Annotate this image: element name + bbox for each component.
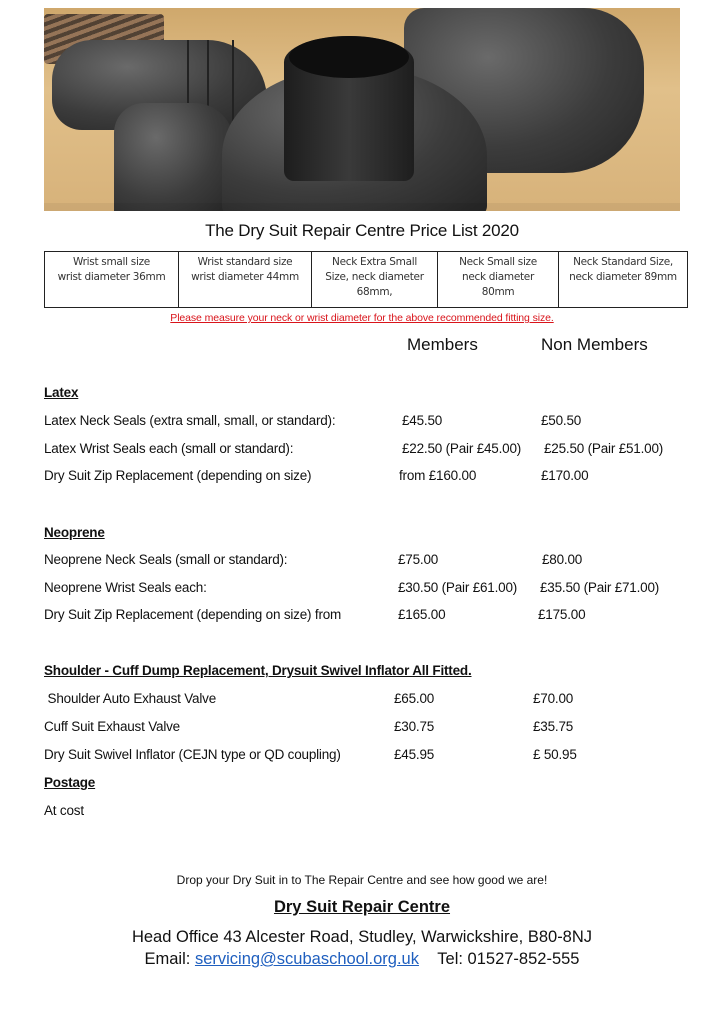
members-price: £30.75 (394, 719, 435, 734)
non-members-price: £70.00 (533, 691, 574, 706)
size-cell-wrist-small (45, 252, 179, 307)
non-members-column-heading: Non Members (541, 335, 648, 354)
footer-company-name: Dry Suit Repair Centre (273, 898, 451, 916)
price-row-label: Latex Wrist Seals each (small or standard): (44, 441, 294, 456)
members-price: £22.50 (Pair £45.00) (402, 441, 522, 456)
size-cell-text: neck diameter (461, 271, 534, 283)
price-row-label: Shoulder Auto Exhaust Valve (44, 691, 217, 706)
size-cell-text: Wrist small size (73, 256, 150, 268)
size-cell-text: 80mm (481, 286, 515, 298)
fitting-note: Please measure your neck or wrist diameter for the above recommended fitting size. (170, 312, 554, 324)
size-cell-text: Neck Small size (459, 256, 537, 268)
price-row-label: Neoprene Wrist Seals each: (44, 580, 207, 595)
tel-number: 01527-852-555 (467, 950, 580, 968)
members-price: from £160.00 (399, 468, 477, 483)
email-label: Email: (144, 950, 191, 968)
non-members-price: £ 50.95 (533, 747, 577, 762)
non-members-price: £80.00 (542, 552, 583, 567)
size-cell-neck-standard (559, 252, 687, 307)
price-row-label: Dry Suit Zip Replacement (depending on size) (44, 468, 312, 483)
size-cell-text: 68mm, (356, 286, 393, 298)
non-members-price: £50.50 (541, 413, 582, 428)
price-row-label: Cuff Suit Exhaust Valve (44, 719, 180, 734)
non-members-price: £35.75 (533, 719, 574, 734)
members-price: £45.95 (394, 747, 435, 762)
size-cell-text: neck diameter 89mm (569, 271, 677, 283)
size-cell-neck-extra-small (312, 252, 438, 307)
non-members-price: £170.00 (541, 468, 589, 483)
size-cell-text: Wrist standard size (197, 256, 293, 268)
size-cell-neck-small (438, 252, 559, 307)
members-price: £65.00 (394, 691, 435, 706)
price-row-label: Dry Suit Zip Replacement (depending on size) from (44, 607, 342, 622)
postage-text: At cost (44, 803, 84, 818)
size-cell-text: Neck Standard Size, (573, 256, 673, 268)
price-row-label: Dry Suit Swivel Inflator (CEJN type or QD coupling) (44, 747, 341, 762)
footer-contact (0, 950, 724, 969)
price-row-label: Neoprene Neck Seals (small or standard): (44, 552, 288, 567)
email-link[interactable]: servicing@scubaschool.org.uk (194, 950, 419, 968)
size-table (44, 251, 688, 308)
neck-seal-opening-shape (289, 36, 409, 78)
size-cell-text: wrist diameter 44mm (191, 271, 299, 283)
non-members-price: £175.00 (538, 607, 586, 622)
page-title: The Dry Suit Repair Centre Price List 2020 (205, 221, 519, 240)
bench-shadow (44, 203, 680, 211)
members-price: £45.50 (402, 413, 443, 428)
section-heading-neoprene: Neoprene (44, 525, 105, 540)
size-cell-text: Size, neck diameter (325, 271, 424, 283)
members-price: £75.00 (398, 552, 439, 567)
members-price: £165.00 (398, 607, 446, 622)
size-cell-text: wrist diameter 36mm (57, 271, 166, 283)
tel-label: Tel: (437, 950, 463, 968)
footer-address: Head Office 43 Alcester Road, Studley, Warwickshire, B80-8NJ (131, 928, 593, 946)
footer-tagline: Drop your Dry Suit in to The Repair Centre and see how good we are! (176, 873, 548, 887)
wrist-seal-shape (114, 103, 234, 211)
section-heading-latex: Latex (44, 385, 79, 400)
section-heading-shoulder: Shoulder - Cuff Dump Replacement, Drysuit Swivel Inflator All Fitted. (44, 663, 472, 678)
header-photo (44, 8, 680, 211)
non-members-price: £25.50 (Pair £51.00) (544, 441, 664, 456)
section-heading-postage: Postage (44, 775, 96, 790)
size-cell-text: Neck Extra Small (332, 256, 417, 268)
price-row-label: Latex Neck Seals (extra small, small, or standard): (44, 413, 336, 428)
members-column-heading: Members (407, 335, 478, 354)
size-cell-wrist-standard (179, 252, 312, 307)
members-price: £30.50 (Pair £61.00) (398, 580, 518, 595)
non-members-price: £35.50 (Pair £71.00) (540, 580, 660, 595)
